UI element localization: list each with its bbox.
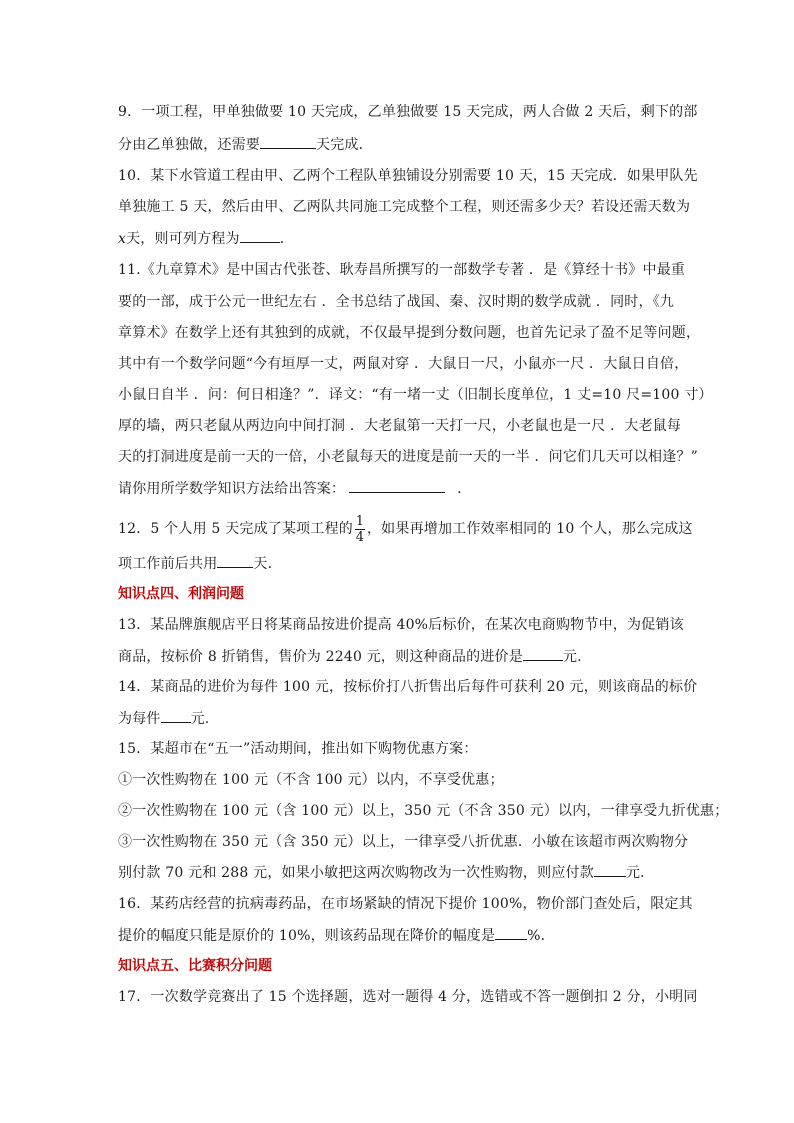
question-13-text: 商品，按标价 8 折销售，售价为 2240 元，则这种商品的进价是 [118, 649, 523, 665]
question-9-line-2 [118, 134, 373, 155]
question-11-line-3: 章算术》在数学上还有其独到的成就，不仅最早提到分数问题，也首先记录了盈不足等问题， [118, 325, 701, 341]
question-10-text: 天，则可列方程为 [126, 231, 240, 247]
question-16-text: 提价的幅度只能是原价的 10%，则该药品现在降价的幅度是 [118, 928, 496, 944]
question-14-text: 为每件 [118, 711, 161, 727]
question-14-line-2 [118, 708, 209, 729]
question-15-text: 别付款 70 元和 288 元，如果小敏把这两次购物改为一次性购物，则应付款 [118, 865, 594, 881]
question-13-line-1: 13．某品牌旗舰店平日将某商品按进价提高 40%后标价，在某次电商购物节中，为促销该 [118, 617, 684, 633]
answer-blank [594, 862, 626, 877]
question-9-line-1: 9．一项工程，甲单独做要 10 天完成，乙单独做要 15 天完成，两人合做 2 天后，剩下的部 [118, 104, 698, 120]
question-11-line-4: 其中有一个数学问题“今有垣厚一丈，两鼠对穿 ．大鼠日一尺，小鼠亦一尺 ．大鼠日自倍， [118, 356, 689, 372]
question-13-text-end: 元. [562, 649, 582, 665]
question-9-text-end: 天完成． [316, 137, 373, 153]
fraction-one-quarter [355, 514, 365, 545]
variable-x: x [118, 231, 127, 247]
fraction-numerator: 1 [355, 513, 365, 529]
question-17-line-1: 17．一次数学竞赛出了 15 个选择题，选对一题得 4 分，选错或不答一题倒扣 2 分，小明同 [118, 989, 698, 1005]
question-11-line-2: 要的一部，成于公元一世纪左右 ．全书总结了战国、秦、汉时期的数学成就 ．同时，《九 [118, 294, 675, 310]
question-11-line-7: 天的打洞进度是前一天的一倍，小老鼠每天的进度是前一天的一半 ．问它们几天可以相逢？” [118, 449, 699, 465]
question-15-line-1: 15．某超市在“五一”活动期间，推出如下购物优惠方案： [118, 741, 478, 757]
question-16-text-end: %． [527, 928, 555, 944]
question-16-line-2 [118, 925, 555, 946]
question-11-line-6: 厚的墙，两只老鼠从两边向中间打洞 ．大老鼠第一天打一尺，小老鼠也是一尺 ．大老鼠每 [118, 418, 682, 434]
question-15-option-2: ②一次性购物在 100 元（含 100 元）以上，350 元（不含 350 元）以内，一律享受九折优惠； [118, 803, 729, 819]
question-12-text-end: 天． [253, 556, 282, 572]
question-12-line-2 [118, 553, 282, 574]
question-14-line-1: 14．某商品的进价为每件 100 元，按标价打八折售出后每件可获利 20 元，则该商品的标价 [118, 679, 698, 695]
answer-blank [523, 646, 563, 661]
question-12-text-2: 项工作前后共用 [118, 556, 218, 572]
question-15-option-3: ③一次性购物在 350 元（含 350 元）以上，一律享受八折优惠．小敏在该超市两次购物分 [118, 834, 689, 850]
answer-blank [161, 708, 191, 723]
section-heading-scoring: 知识点五、比赛积分问题 [118, 958, 272, 974]
question-12-line-1 [118, 512, 693, 546]
question-10-text-end: ． [279, 231, 294, 247]
answer-blank [217, 553, 253, 568]
fraction-denominator: 4 [355, 529, 365, 545]
question-11-line-5: 小鼠日自半 ．问：何日相逢？”．译文：“有一堵一丈（旧制长度单位，1 丈=10 尺=100 寸） [118, 387, 713, 403]
question-12-text-cont: ，如果再增加工作效率相同的 10 个人，那么完成这 [366, 521, 693, 537]
question-15-option-1: ①一次性购物在 100 元（不含 100 元）以内，不享受优惠； [118, 772, 504, 788]
question-14-text-end: 元. [190, 711, 210, 727]
answer-blank [495, 925, 527, 940]
question-11-text-end: ． [457, 481, 472, 497]
question-10-line-2: 单独施工 5 天，然后由甲、乙两队共同施工完成整个工程，则还需多少天？若设还需天数为 [118, 199, 691, 215]
answer-blank [240, 228, 280, 243]
question-12-text: 12．5 个人用 5 天完成了某项工程的 [118, 521, 353, 537]
question-13-line-2 [118, 646, 582, 667]
question-11-text: 请你用所学数学知识方法给出答案： [118, 481, 346, 497]
question-10-line-3 [118, 228, 294, 249]
question-10-line-1: 10．某下水管道工程由甲、乙两个工程队单独铺设分别需要 10 天，15 天完成．如果甲队先 [118, 168, 698, 184]
section-heading-profit: 知识点四、利润问题 [118, 586, 244, 602]
answer-blank [260, 134, 316, 149]
question-15-line-5 [118, 862, 654, 883]
answer-blank [349, 478, 445, 493]
question-11-line-1: 11.《九章算术》是中国古代张苍、耿寿昌所撰写的一部数学专著 ．是《算经十书》中最重 [118, 262, 686, 278]
question-15-text-end: 元． [625, 865, 655, 881]
question-16-line-1: 16．某药店经营的抗病毒药品，在市场紧缺的情况下提价 100%，物价部门查处后，限定其 [118, 896, 693, 912]
question-11-line-8 [118, 478, 471, 499]
question-9-text: 分由乙单独做，还需要 [118, 137, 260, 153]
